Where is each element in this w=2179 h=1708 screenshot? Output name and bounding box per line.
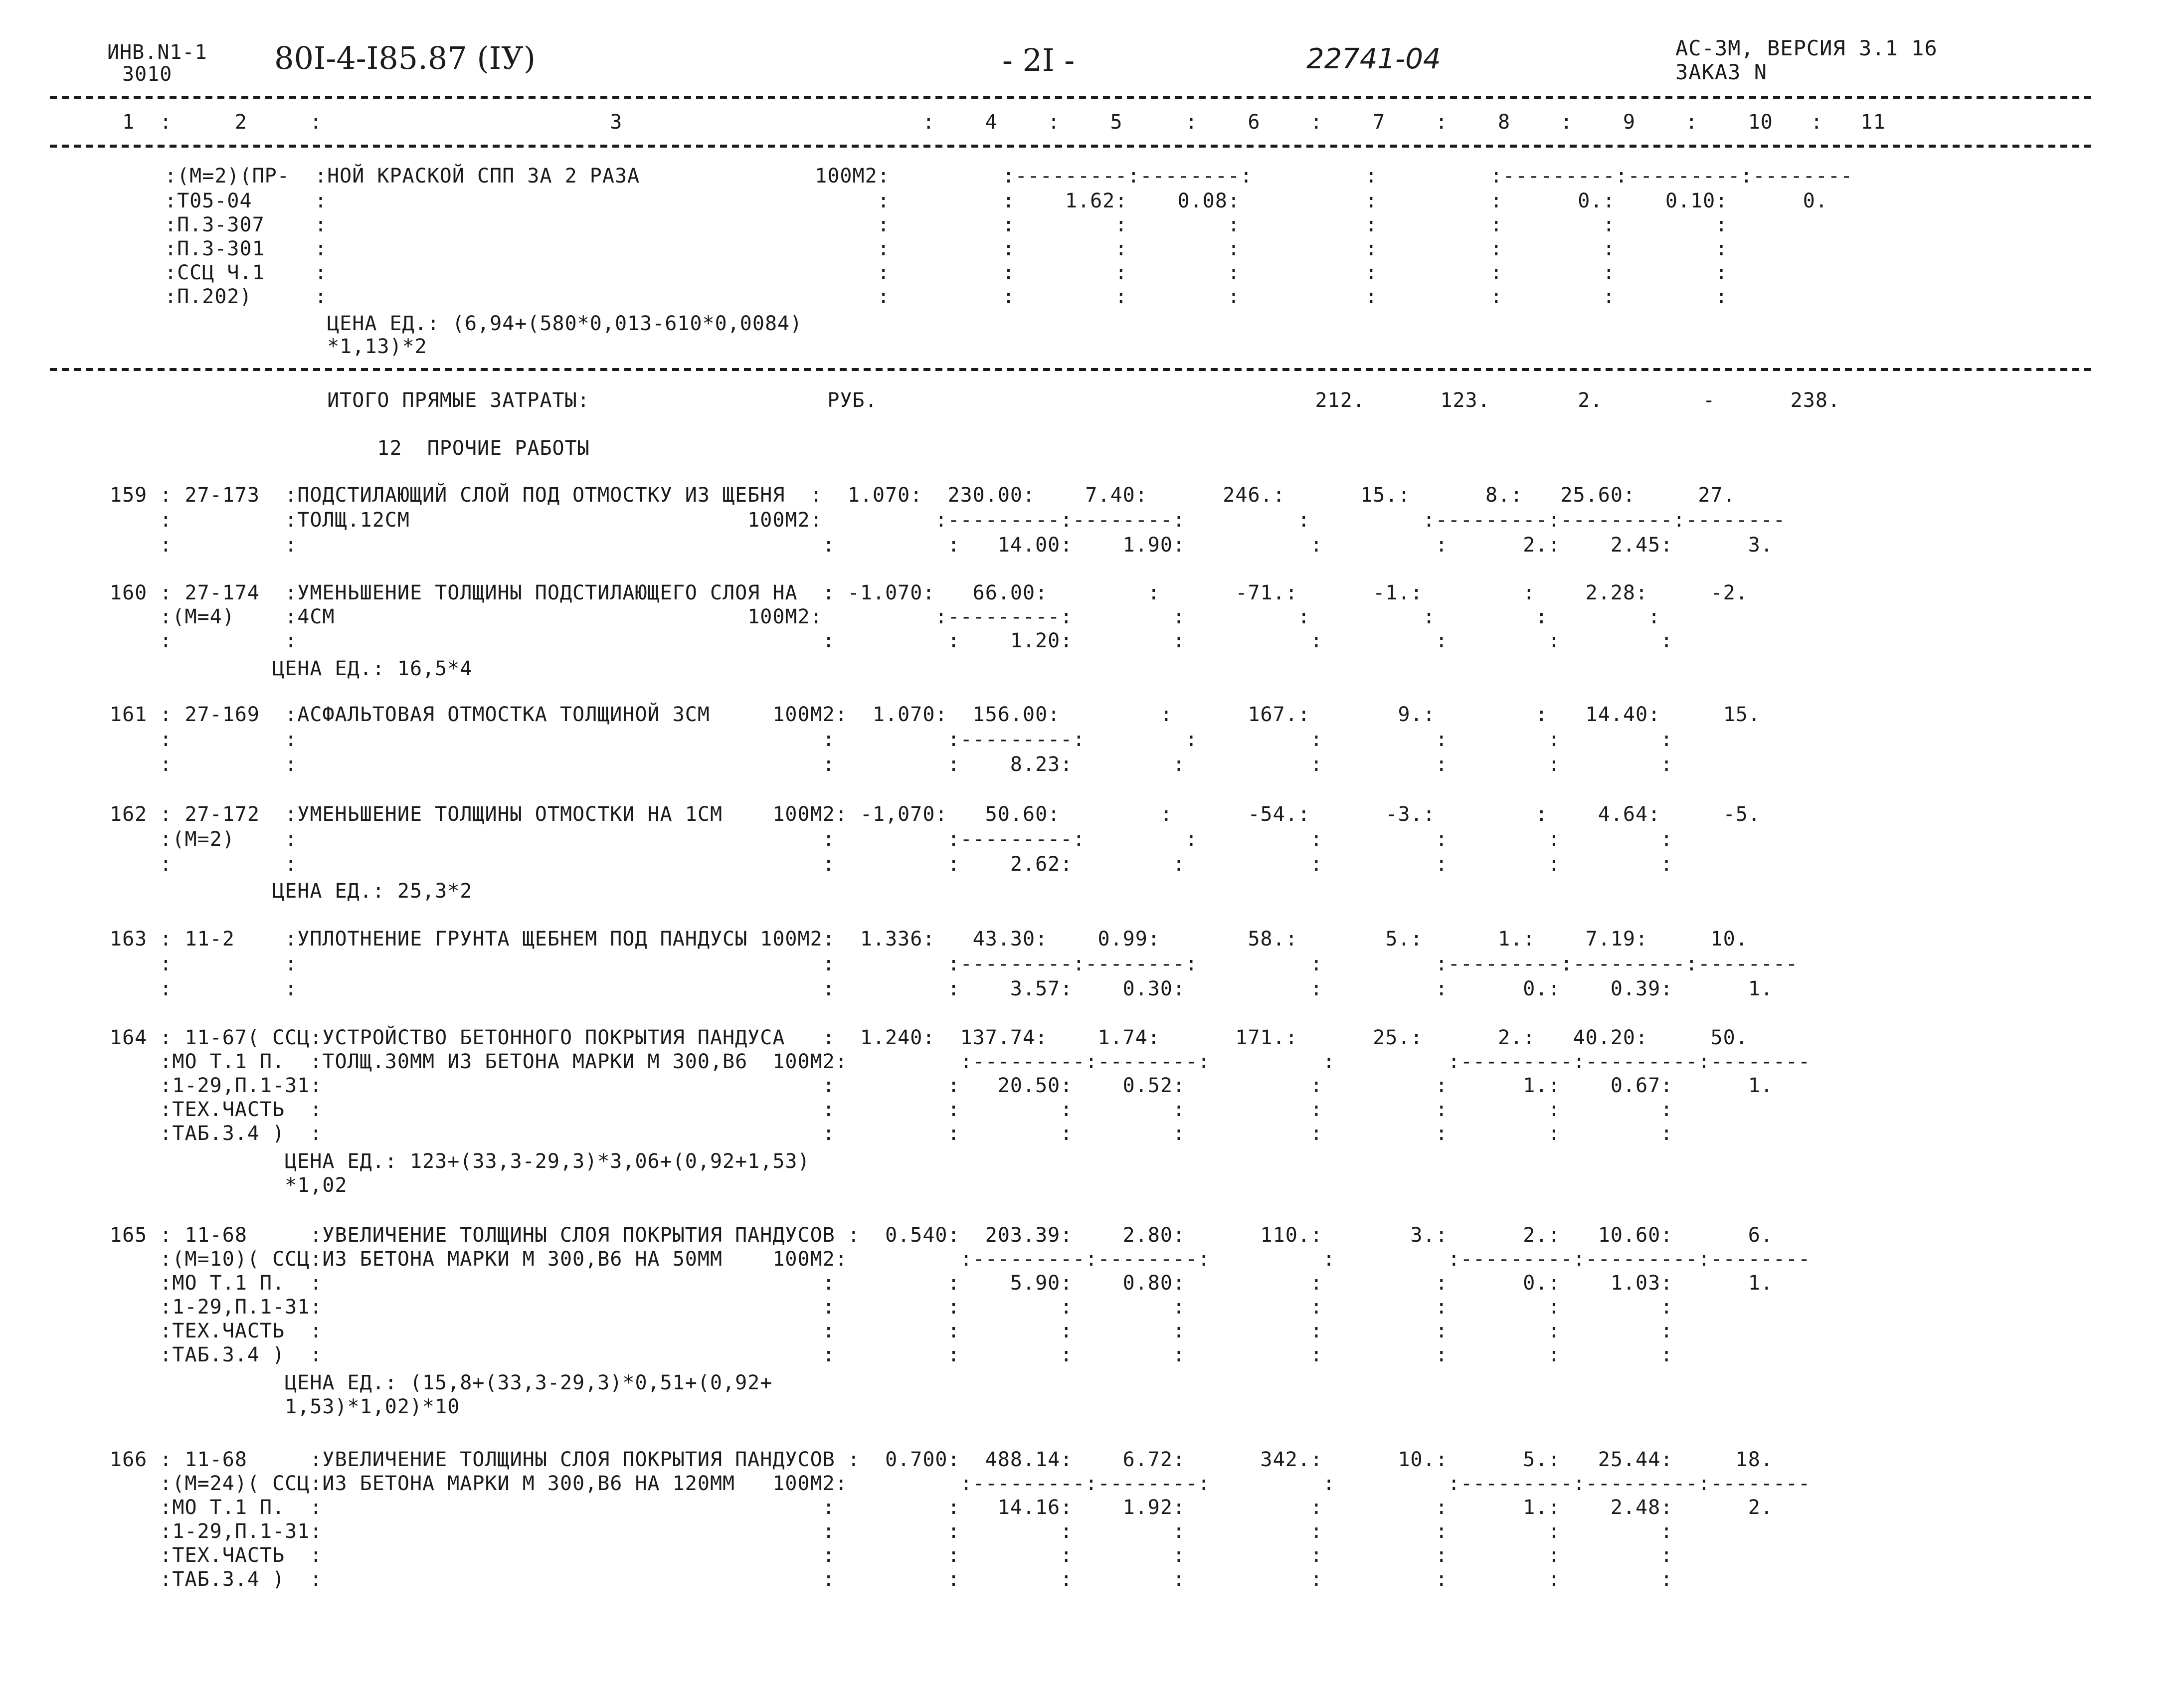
table-row: :ТАБ.3.4 ) : : : : : : : : : <box>110 1568 1673 1591</box>
table-row: 165 : 11-68 :УВЕЛИЧЕНИЕ ТОЛЩИНЫ СЛОЯ ПОКРЫТИЯ ПАНДУСОВ : 0.540: 203.39: 2.80: 110.: 3.: 2.: 10.60: 6. <box>110 1224 1773 1247</box>
table-row: 166 : 11-68 :УВЕЛИЧЕНИЕ ТОЛЩИНЫ СЛОЯ ПОКРЫТИЯ ПАНДУСОВ : 0.700: 488.14: 6.72: 342.: 10.: 5.: 25.44: 18. <box>110 1448 1773 1471</box>
table-row: 164 : 11-67( ССЦ:УСТРОЙСТВО БЕТОННОГО ПОКРЫТИЯ ПАНДУСА : 1.240: 137.74: 1.74: 171.: 25.: 2.: 40.20: 50. <box>110 1026 1748 1049</box>
table-row: 160 : 27-174 :УМЕНЬШЕНИЕ ТОЛЩИНЫ ПОДСТИЛАЮЩЕГО СЛОЯ НА : -1.070: 66.00: : -71.: -1.: : 2.28: -2. <box>110 581 1748 604</box>
table-row: :ТЕХ.ЧАСТЬ : : : : : : : : : <box>110 1320 1673 1342</box>
column-numbers: 1 : 2 : 3 : 4 : 5 : 6 : 7 : 8 : 9 : 10 : 11 <box>122 111 1886 134</box>
table-row: : : : : 14.00: 1.90: : : 2.: 2.45: 3. <box>110 534 1773 557</box>
order-label: ЗАКАЗ N <box>1675 60 1768 84</box>
unit-price-formula: ЦЕНА ЕД.: (6,94+(580*0,013-610*0,0084) <box>165 312 803 335</box>
table-row: :1-29,П.1-31: : : : : : : : : <box>110 1520 1673 1543</box>
section-rule <box>50 368 2094 371</box>
header-rule-top <box>50 96 2094 99</box>
unit-price-formula: *1,02 <box>110 1174 348 1197</box>
table-row: :(М=24)( ССЦ:ИЗ БЕТОНА МАРКИ М 300,В6 НА 120ММ 100М2: :---------:--------: : :---------:---------:-------- <box>110 1472 1811 1495</box>
table-row: :(М=4) :4СМ 100М2: :---------: : : : : : <box>110 605 1661 628</box>
table-row: :ТАБ.3.4 ) : : : : : : : : : <box>110 1122 1673 1145</box>
table-row: : : : :---------:--------: : :---------:---------:-------- <box>110 952 1799 975</box>
unit-price-formula: ЦЕНА ЕД.: (15,8+(33,3-29,3)*0,51+(0,92+ <box>110 1371 773 1394</box>
unit-price-formula: ЦЕНА ЕД.: 123+(33,3-29,3)*3,06+(0,92+1,53) <box>110 1150 810 1173</box>
table-row: : :ТОЛЩ.12СМ 100М2: :---------:--------: : :---------:---------:-------- <box>110 509 1786 532</box>
table-row: 159 : 27-173 :ПОДСТИЛАЮЩИЙ СЛОЙ ПОД ОТМОСТКУ ИЗ ЩЕБНЯ : 1.070: 230.00: 7.40: 246.: 15.: 8.: 25.60: 27. <box>110 484 1736 507</box>
page-number: - 2I - <box>1002 42 1075 78</box>
header-rule-bottom <box>50 145 2094 148</box>
table-row: :1-29,П.1-31: : : : : : : : : <box>110 1296 1673 1319</box>
table-row: : : : : 8.23: : : : : : <box>110 753 1673 776</box>
table-row: :ТЕХ.ЧАСТЬ : : : : : : : : : <box>110 1098 1673 1121</box>
table-row: :Т05-04 : : : 1.62: 0.08: : : 0.: 0.10: 0. <box>165 190 1828 212</box>
table-row: :ТАБ.3.4 ) : : : : : : : : : <box>110 1343 1673 1366</box>
table-row: : : : : 3.57: 0.30: : : 0.: 0.39: 1. <box>110 977 1773 1000</box>
inventory-number: 3010 <box>122 63 173 86</box>
table-row: :МО Т.1 П. :ТОЛЩ.30ММ ИЗ БЕТОНА МАРКИ М 300,В6 100М2: :---------:--------: : :---------:---------:-------- <box>110 1050 1811 1073</box>
table-row: :ТЕХ.ЧАСТЬ : : : : : : : : : <box>110 1544 1673 1567</box>
unit-price-formula: 1,53)*1,02)*10 <box>110 1395 460 1418</box>
table-row: : : : : 1.20: : : : : : <box>110 629 1673 652</box>
direct-costs-total-row: ИТОГО ПРЯМЫЕ ЗАТРАТЫ: РУБ. 212. 123. 2. - 238. <box>165 389 1840 412</box>
program-version: АС-3М, ВЕРСИЯ 3.1 16 <box>1675 36 1938 60</box>
table-row: 161 : 27-169 :АСФАЛЬТОВАЯ ОТМОСТКА ТОЛЩИНОЙ 3СМ 100М2: 1.070: 156.00: : 167.: 9.: : 14.40: 15. <box>110 703 1761 726</box>
document-code: 80I-4-I85.87 (IУ) <box>274 40 536 76</box>
section-title: 12 ПРОЧИЕ РАБОТЫ <box>165 437 590 460</box>
table-row: :МО Т.1 П. : : : 5.90: 0.80: : : 0.: 1.03: 1. <box>110 1272 1773 1295</box>
unit-price-formula: ЦЕНА ЕД.: 16,5*4 <box>110 657 473 680</box>
table-row: : : : : 2.62: : : : : : <box>110 853 1673 876</box>
table-row: :МО Т.1 П. : : : 14.16: 1.92: : : 1.: 2.48: 2. <box>110 1496 1773 1519</box>
table-row: 162 : 27-172 :УМЕНЬШЕНИЕ ТОЛЩИНЫ ОТМОСТКИ НА 1СМ 100М2: -1,070: 50.60: : -54.: -3.: : 4.64: -5. <box>110 803 1761 826</box>
table-row: : : : :---------: : : : : : <box>110 728 1673 751</box>
table-row: :1-29,П.1-31: : : 20.50: 0.52: : : 1.: 0.67: 1. <box>110 1074 1773 1097</box>
table-row: :ССЦ Ч.1 : : : : : : : : : <box>165 261 1728 284</box>
table-row: :(М=10)( ССЦ:ИЗ БЕТОНА МАРКИ М 300,В6 НА 50ММ 100М2: :---------:--------: : :---------:---------:-------- <box>110 1248 1811 1271</box>
handwritten-order-number: 22741-04 <box>1306 43 1441 75</box>
table-row: :(М=2) : : :---------: : : : : : <box>110 828 1673 851</box>
table-row: :П.3-301 : : : : : : : : : <box>165 237 1728 260</box>
unit-price-formula: ЦЕНА ЕД.: 25,3*2 <box>110 880 473 903</box>
table-row: :П.3-307 : : : : : : : : : <box>165 213 1728 236</box>
unit-price-formula: *1,13)*2 <box>165 335 427 358</box>
table-row: 163 : 11-2 :УПЛОТНЕНИЕ ГРУНТА ЩЕБНЕМ ПОД ПАНДУСЫ 100М2: 1.336: 43.30: 0.99: 58.: 5.: 1.: 7.19: 10. <box>110 928 1748 950</box>
inventory-label: ИНВ.N1-1 <box>107 41 207 64</box>
table-row: :П.202) : : : : : : : : : <box>165 285 1728 308</box>
table-row: :(М=2)(ПР- :НОЙ КРАСКОЙ СПП ЗА 2 РАЗА 100М2: :---------:--------: : :---------:---------:-------- <box>165 165 1853 188</box>
